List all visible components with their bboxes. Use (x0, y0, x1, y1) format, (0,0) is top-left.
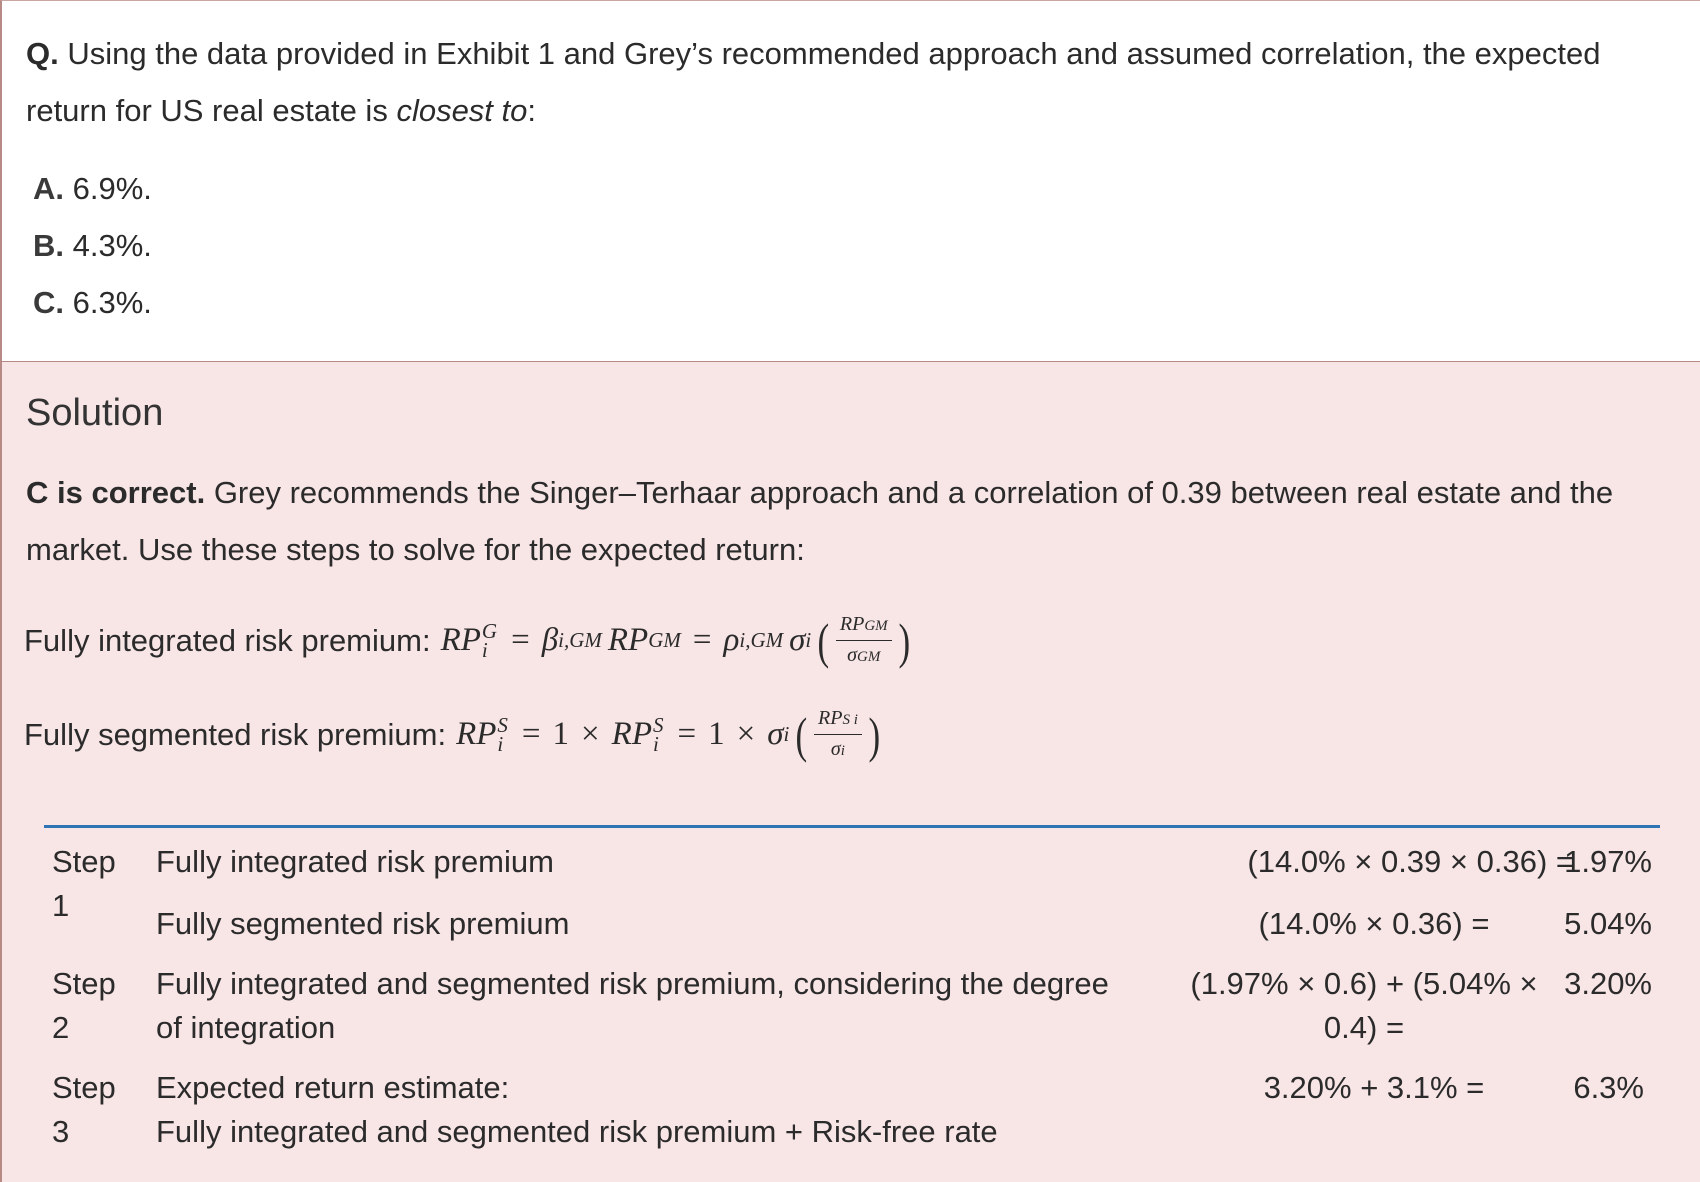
option-a-letter: A. (33, 171, 64, 206)
option-a-text: 6.9%. (64, 171, 152, 206)
question-label: Q. (26, 36, 59, 71)
step-number: 3 (52, 1114, 70, 1149)
steps-table (44, 825, 1660, 1149)
question-card (0, 0, 1700, 362)
option-b-letter: B. (33, 228, 64, 263)
solution-body: Grey recommends the Singer–Terhaar approach and a correlation of 0.39 between real estate and the market. Use these steps to solve for the expected return: (26, 475, 1614, 567)
answer-options (26, 160, 1700, 331)
question-end: : (527, 93, 537, 128)
solution-explanation (26, 464, 1686, 578)
solution-title: Solution (26, 392, 164, 434)
option-c[interactable] (33, 274, 1700, 331)
question-text (26, 25, 1686, 139)
option-a[interactable] (33, 160, 1700, 217)
option-b[interactable] (33, 217, 1700, 274)
formula-integrated-math: RP G i = β i,GM RP GM = ρ i,GM σ i ( $\frac{\text{RPGM}}{\text{σGM}}$ ) (440, 612, 910, 669)
step-calculation: 3.20% + 3.1% = (1263, 1070, 1485, 1105)
step-calculation-line1: (1.97% × 0.6) + (5.04% × (1190, 966, 1538, 1001)
step-label: Step (52, 1070, 116, 1105)
step-description-line2: Fully integrated and segmented risk premium + Risk-free rate (156, 1114, 998, 1149)
step-description-line1: Fully integrated and segmented risk premium, considering the degree (156, 966, 1109, 1001)
formula-integrated-label: Fully integrated risk premium: (24, 622, 431, 658)
step-calculation-line2: 0.4) = (1323, 1010, 1405, 1045)
option-b-text: 4.3%. (64, 228, 152, 263)
question-emphasis: closest to (396, 93, 528, 128)
step-description: Fully segmented risk premium (156, 906, 570, 941)
step-result: 3.20% (1564, 966, 1652, 1001)
step-label: Step (52, 966, 116, 1001)
formula-segmented-label: Fully segmented risk premium: (24, 716, 447, 752)
step-calculation: (14.0% × 0.39 × 0.36) = (1247, 844, 1574, 879)
formula-integrated (24, 612, 916, 669)
step-number: 2 (52, 1010, 70, 1045)
step-number: 1 (52, 888, 70, 923)
formula-segmented (24, 706, 887, 763)
step-calculation: (14.0% × 0.36) = (1258, 906, 1490, 941)
solution-card (0, 362, 1700, 1182)
option-c-text: 6.3%. (64, 285, 152, 320)
step-result: 5.04% (1564, 906, 1652, 941)
step-description-line1: Expected return estimate: (156, 1070, 510, 1105)
step-description: Fully integrated risk premium (156, 844, 554, 879)
question-body: Using the data provided in Exhibit 1 and Grey’s recommended approach and assumed correlation, the expected return for US real estate is (26, 36, 1601, 128)
step-result: 1.97% (1564, 844, 1652, 879)
step-label: Step (52, 844, 116, 879)
step-result: 6.3% (1573, 1070, 1644, 1105)
option-c-letter: C. (33, 285, 64, 320)
step-description-line2: of integration (156, 1010, 336, 1045)
correct-answer-label: C is correct. (26, 475, 206, 510)
formula-segmented-math: RP S i = 1 × RP S i = 1 × σ i ( $\frac{\text{RPS i}}{\sigma i}$ ) (456, 706, 881, 763)
